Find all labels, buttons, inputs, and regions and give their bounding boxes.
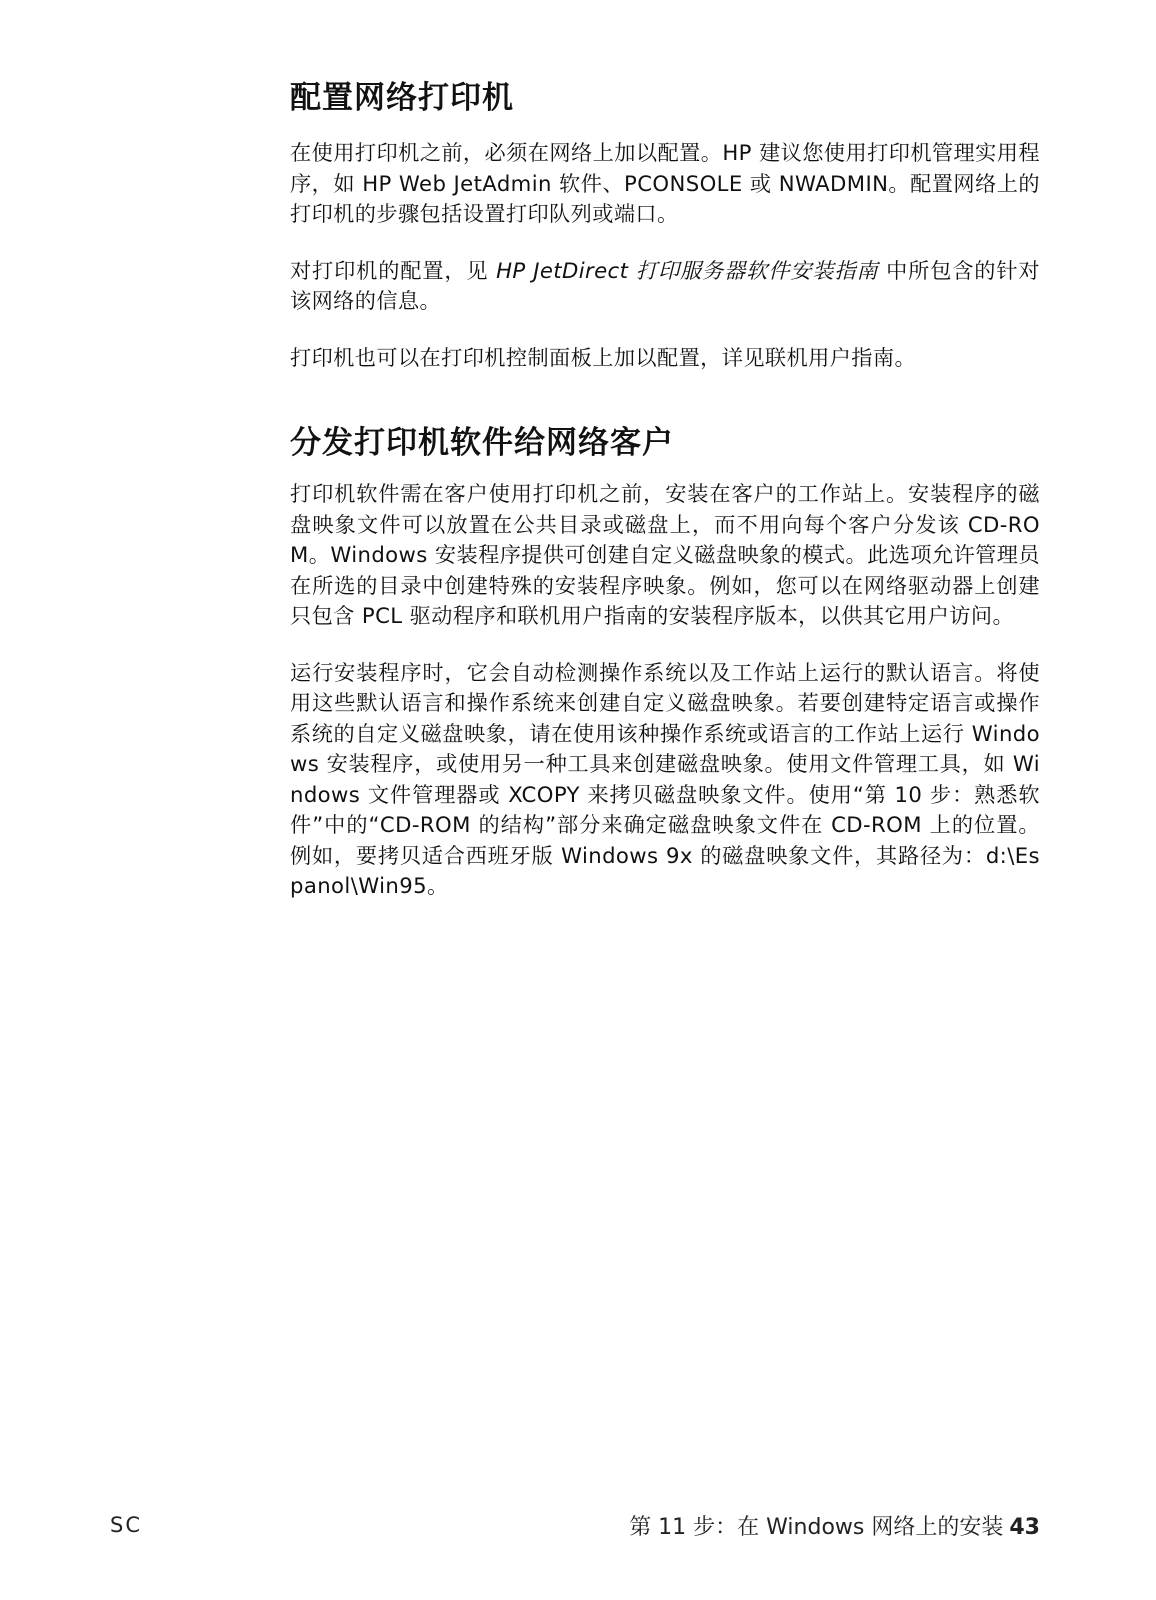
reference-text-before: 对打印机的配置，见	[290, 257, 497, 283]
footer-language-code: SC	[110, 1513, 142, 1537]
page-number: 43	[1009, 1515, 1040, 1540]
reference-text-after: 中所包含的针对该网络的信息。	[290, 257, 1040, 313]
paragraph-distribute-intro: 打印机软件需在客户使用打印机之前，安装在客户的工作站上。安装程序的磁盘映象文件可以放置在公共目录或磁盘上，而不用向每个客户分发该 CD-ROM。Windows 安装程序提供可创建自定义磁盘映象的模式。此选项允许管理员在所选的目录中创建特殊的安装程序映象。例如，您可以在网络驱动器上创建只包含 PCL 驱动程序和联机用户指南的安装程序版本，以供其它用户访问。	[290, 481, 1040, 628]
section-title-distribute-software: 分发打印机软件给网络客户	[290, 425, 674, 461]
guide-title-italic: HP JetDirect 打印服务器软件安装指南	[496, 257, 879, 283]
paragraph-configure-intro: 在使用打印机之前，必须在网络上加以配置。HP 建议您使用打印机管理实用程序，如 HP Web JetAdmin 软件、PCONSOLE 或 NWADMIN。配置网络上的打印机的步骤包括设置打印队列或端口。	[290, 140, 1040, 226]
paragraph-control-panel: 打印机也可以在打印机控制面板上加以配置，详见联机用户指南。	[290, 344, 917, 370]
footer-chapter-title: 第 11 步：在 Windows 网络上的安装	[629, 1515, 1004, 1540]
section-title-configure-network-printer: 配置网络打印机	[290, 80, 514, 116]
paragraph-installer-language: 运行安装程序时，它会自动检测操作系统以及工作站上运行的默认语言。将使用这些默认语言和操作系统来创建自定义磁盘映象。若要创建特定语言或操作系统的自定义磁盘映象，请在使用该种操作系统或语言的工作站上运行 Windows 安装程序，或使用另一种工具来创建磁盘映象。使用文件管理工具，如 Windows 文件管理器或 XCOPY 来拷贝磁盘映象文件。使用“第 10 步：熟悉软件”中的“CD-ROM 的结构”部分来确定磁盘映象文件在 CD-ROM 上的位置。例如，要拷贝适合西班牙版 Windows 9x 的磁盘映象文件，其路径为：d:\Espanol\Win95。	[290, 659, 1040, 898]
page-content	[290, 76, 1040, 928]
footer-running-title	[629, 1510, 1040, 1541]
paragraph-configure-reference	[290, 256, 1040, 317]
